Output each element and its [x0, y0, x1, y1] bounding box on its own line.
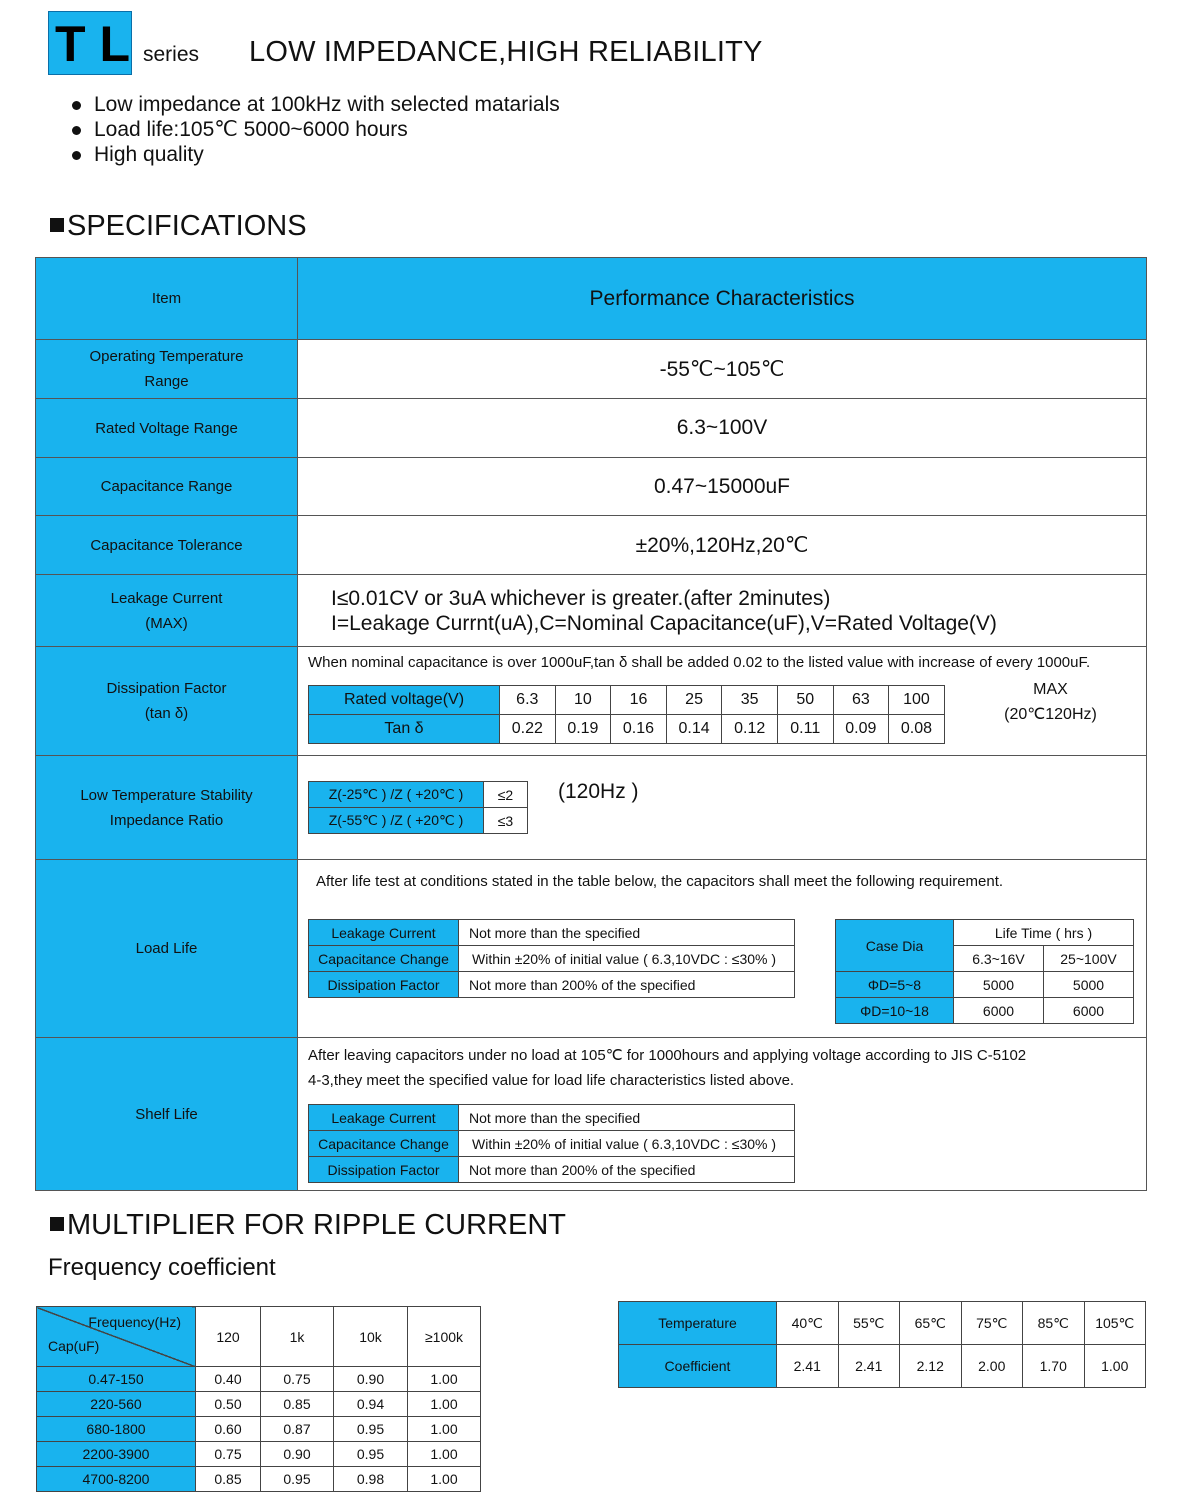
square-bullet-icon	[50, 1217, 64, 1231]
requirement-value: Not more than 200% of the specified	[459, 1157, 795, 1183]
requirement-value: Not more than 200% of the specified	[459, 972, 795, 998]
spec-header-perf: Performance Characteristics	[298, 258, 1147, 340]
tan-value-cell: 0.12	[722, 715, 778, 744]
table-row	[309, 1105, 795, 1131]
case-dia-cell: ΦD=5~8	[836, 972, 954, 998]
table-row	[37, 1417, 481, 1442]
life-time-cell: 5000	[954, 972, 1044, 998]
table-row	[309, 972, 795, 998]
coefficient-cell: 1.00	[1084, 1345, 1146, 1388]
coefficient-cell: 1.00	[408, 1367, 481, 1392]
requirement-value: Not more than the specified	[459, 920, 795, 946]
spec-item-label	[36, 340, 298, 399]
specifications-title: SPECIFICATIONS	[67, 210, 307, 242]
coefficient-cell: 0.40	[196, 1367, 261, 1392]
voltage-cell: 16	[611, 686, 667, 715]
spec-row-capacitance-range	[36, 458, 1147, 516]
cap-axis-label: Cap(uF)	[48, 1338, 100, 1354]
tan-delta-label: Tan δ	[309, 715, 500, 744]
cap-range-cell: 4700-8200	[37, 1467, 196, 1492]
coefficient-cell: 0.85	[196, 1467, 261, 1492]
table-row	[619, 1302, 1146, 1345]
tan-value-cell: 0.16	[611, 715, 667, 744]
tan-value-cell: 0.09	[833, 715, 889, 744]
leakage-definition: I=Leakage Currnt(uA),C=Nominal Capacitance(uF),V=Rated Voltage(V)	[331, 611, 997, 635]
frequency-header: 1k	[261, 1307, 334, 1367]
coefficient-cell: 0.95	[334, 1417, 408, 1442]
frequency-header: 10k	[334, 1307, 408, 1367]
shelf-life-line: After leaving capacitors under no load at 105℃ for 1000hours and applying voltage according to JIS C-5102	[308, 1047, 1027, 1064]
frequency-coefficient-table	[36, 1306, 481, 1492]
requirement-label: Leakage Current	[309, 920, 459, 946]
spec-item-label	[36, 647, 298, 756]
coefficient-cell: 0.75	[196, 1442, 261, 1467]
life-time-cell: 6000	[1044, 998, 1134, 1024]
spec-row-operating-temp	[36, 340, 1147, 399]
temperature-label: Temperature	[619, 1302, 777, 1345]
impedance-frequency: (120Hz )	[558, 780, 639, 803]
case-dia-header: Case Dia	[836, 920, 954, 972]
feature-item: Load life:105℃ 5000~6000 hours	[68, 117, 560, 142]
spec-row-dissipation-factor	[36, 647, 1147, 756]
table-row	[309, 920, 795, 946]
coefficient-cell: 0.98	[334, 1467, 408, 1492]
spec-item-line: Dissipation Factor	[106, 680, 227, 697]
impedance-ratio-label: Z(-25℃ ) /Z ( +20℃ )	[309, 782, 484, 808]
requirement-value: Within ±20% of initial value ( 6.3,10VDC : ≤30% )	[459, 1131, 795, 1157]
voltage-cell: 100	[889, 686, 945, 715]
tan-value-cell: 0.11	[777, 715, 833, 744]
spec-item-line: Range	[144, 373, 189, 390]
coefficient-cell: 0.50	[196, 1392, 261, 1417]
impedance-ratio-table	[308, 781, 528, 834]
shelf-life-requirements-table	[308, 1104, 795, 1183]
coefficient-cell: 2.41	[777, 1345, 839, 1388]
voltage-cell: 10	[555, 686, 611, 715]
table-row	[309, 715, 945, 744]
spec-item-label: Load Life	[36, 860, 298, 1038]
spec-row-shelf-life	[36, 1038, 1147, 1191]
spec-item-label: Shelf Life	[36, 1038, 298, 1191]
spec-value	[298, 860, 1147, 1038]
table-row	[37, 1307, 481, 1367]
coefficient-cell: 0.90	[334, 1367, 408, 1392]
tan-value-cell: 0.14	[666, 715, 722, 744]
life-time-cell: 5000	[1044, 972, 1134, 998]
spec-row-load-life	[36, 860, 1147, 1038]
specifications-heading	[50, 210, 307, 243]
coefficient-cell: 1.00	[408, 1467, 481, 1492]
cap-range-cell: 2200-3900	[37, 1442, 196, 1467]
coefficient-cell: 0.94	[334, 1392, 408, 1417]
feature-item: High quality	[68, 142, 560, 167]
feature-list	[68, 92, 560, 167]
table-row	[309, 808, 528, 834]
spec-row-low-temp	[36, 756, 1147, 860]
spec-value: 6.3~100V	[298, 399, 1147, 458]
spec-item-label	[36, 756, 298, 860]
load-life-requirements-table	[308, 919, 795, 998]
table-row	[309, 1157, 795, 1183]
series-logo: TL	[48, 11, 132, 75]
voltage-range-header: 25~100V	[1044, 946, 1134, 972]
coefficient-cell: 0.90	[261, 1442, 334, 1467]
spec-row-rated-voltage	[36, 399, 1147, 458]
coefficient-cell: 1.00	[408, 1392, 481, 1417]
dissipation-note: When nominal capacitance is over 1000uF,tan δ shall be added 0.02 to the listed value with increase of every 1000uF.	[308, 654, 1091, 671]
temperature-cell: 40℃	[777, 1302, 839, 1345]
series-label: series	[143, 43, 200, 66]
table-row	[37, 1467, 481, 1492]
spec-item-label	[36, 575, 298, 647]
temperature-cell: 105℃	[1084, 1302, 1146, 1345]
table-row	[836, 920, 1134, 946]
frequency-header: 120	[196, 1307, 261, 1367]
tan-value-cell: 0.19	[555, 715, 611, 744]
tan-value-cell: 0.08	[889, 715, 945, 744]
table-row	[37, 1442, 481, 1467]
requirement-label: Capacitance Change	[309, 1131, 459, 1157]
table-row	[619, 1345, 1146, 1388]
requirement-label: Leakage Current	[309, 1105, 459, 1131]
ripple-heading	[50, 1209, 566, 1242]
spec-value: 0.47~15000uF	[298, 458, 1147, 516]
spec-header-item: Item	[36, 258, 298, 340]
leakage-formula: I≤0.01CV or 3uA whichever is greater.(after 2minutes)	[331, 586, 831, 610]
shelf-life-line: 4-3,they meet the specified value for load life characteristics listed above.	[308, 1072, 795, 1089]
frequency-header: ≥100k	[408, 1307, 481, 1367]
voltage-range-header: 6.3~16V	[954, 946, 1044, 972]
coefficient-cell: 2.12	[900, 1345, 962, 1388]
coefficient-cell: 0.95	[334, 1442, 408, 1467]
voltage-cell: 50	[777, 686, 833, 715]
spec-item-line: (MAX)	[145, 614, 188, 632]
load-life-intro: After life test at conditions stated in the table below, the capacitors shall meet the following requirement.	[316, 873, 1004, 890]
coefficient-cell: 1.00	[408, 1442, 481, 1467]
coefficient-cell: 2.00	[961, 1345, 1023, 1388]
coefficient-cell: 1.70	[1023, 1345, 1085, 1388]
cap-range-cell: 680-1800	[37, 1417, 196, 1442]
feature-item: Low impedance at 100kHz with selected matarials	[68, 92, 560, 117]
ripple-title: MULTIPLIER FOR RIPPLE CURRENT	[67, 1209, 566, 1241]
shelf-life-description	[308, 1043, 1026, 1093]
spec-row-capacitance-tolerance	[36, 516, 1147, 575]
temperature-coefficient-table	[618, 1301, 1146, 1388]
coefficient-cell: 2.41	[838, 1345, 900, 1388]
max-condition	[968, 677, 1133, 727]
requirement-label: Capacitance Change	[309, 946, 459, 972]
voltage-cell: 63	[833, 686, 889, 715]
spec-value	[298, 647, 1147, 756]
table-row	[309, 782, 528, 808]
frequency-cap-corner	[37, 1307, 196, 1367]
spec-value	[298, 756, 1147, 860]
table-row	[309, 686, 945, 715]
table-row	[37, 1392, 481, 1417]
frequency-coefficient-subtitle: Frequency coefficient	[48, 1254, 276, 1281]
spec-value: ±20%,120Hz,20℃	[298, 516, 1147, 575]
spec-item-label: Capacitance Tolerance	[36, 516, 298, 575]
coefficient-cell: 0.95	[261, 1467, 334, 1492]
requirement-value: Not more than the specified	[459, 1105, 795, 1131]
voltage-cell: 35	[722, 686, 778, 715]
life-time-cell: 6000	[954, 998, 1044, 1024]
spec-header-row	[36, 258, 1147, 340]
life-time-table	[835, 919, 1134, 1024]
coefficient-cell: 0.75	[261, 1367, 334, 1392]
spec-item-label: Rated Voltage Range	[36, 399, 298, 458]
spec-item-line: Impedance Ratio	[109, 811, 224, 829]
impedance-ratio-label: Z(-55℃ ) /Z ( +20℃ )	[309, 808, 484, 834]
spec-item-line: Low Temperature Stability	[80, 786, 253, 804]
table-row	[309, 1131, 795, 1157]
spec-item-line: (tan δ)	[144, 705, 189, 722]
page-headline: LOW IMPEDANCE,HIGH RELIABILITY	[249, 36, 763, 68]
voltage-cell: 6.3	[500, 686, 556, 715]
voltage-cell: 25	[666, 686, 722, 715]
spec-row-leakage-current	[36, 575, 1147, 647]
specifications-table	[35, 257, 1147, 1191]
requirement-label: Dissipation Factor	[309, 1157, 459, 1183]
table-row	[37, 1367, 481, 1392]
coefficient-cell: 0.60	[196, 1417, 261, 1442]
spec-item-line: Leakage Current	[110, 589, 223, 607]
table-row	[836, 998, 1134, 1024]
spec-item-line: Operating Temperature	[89, 348, 244, 365]
requirement-value: Within ±20% of initial value ( 6.3,10VDC : ≤30% )	[459, 946, 795, 972]
impedance-ratio-value: ≤3	[484, 808, 528, 834]
coefficient-label: Coefficient	[619, 1345, 777, 1388]
table-row	[836, 972, 1134, 998]
max-label: MAX	[1033, 681, 1068, 698]
square-bullet-icon	[50, 218, 64, 232]
table-row	[309, 946, 795, 972]
cap-range-cell: 220-560	[37, 1392, 196, 1417]
frequency-axis-label: Frequency(Hz)	[88, 1314, 181, 1330]
tan-delta-table	[308, 685, 945, 744]
coefficient-cell: 0.87	[261, 1417, 334, 1442]
temperature-cell: 75℃	[961, 1302, 1023, 1345]
impedance-ratio-value: ≤2	[484, 782, 528, 808]
spec-value	[298, 575, 1147, 647]
requirement-label: Dissipation Factor	[309, 972, 459, 998]
case-dia-cell: ΦD=10~18	[836, 998, 954, 1024]
max-condition-text: (20℃120Hz)	[1004, 706, 1097, 723]
tan-value-cell: 0.22	[500, 715, 556, 744]
coefficient-cell: 0.85	[261, 1392, 334, 1417]
temperature-cell: 85℃	[1023, 1302, 1085, 1345]
coefficient-cell: 1.00	[408, 1417, 481, 1442]
spec-value	[298, 1038, 1147, 1191]
cap-range-cell: 0.47-150	[37, 1367, 196, 1392]
temperature-cell: 65℃	[900, 1302, 962, 1345]
spec-item-label: Capacitance Range	[36, 458, 298, 516]
rated-voltage-label: Rated voltage(V)	[309, 686, 500, 715]
spec-value: -55℃~105℃	[298, 340, 1147, 399]
life-time-header: Life Time ( hrs )	[954, 920, 1134, 946]
temperature-cell: 55℃	[838, 1302, 900, 1345]
